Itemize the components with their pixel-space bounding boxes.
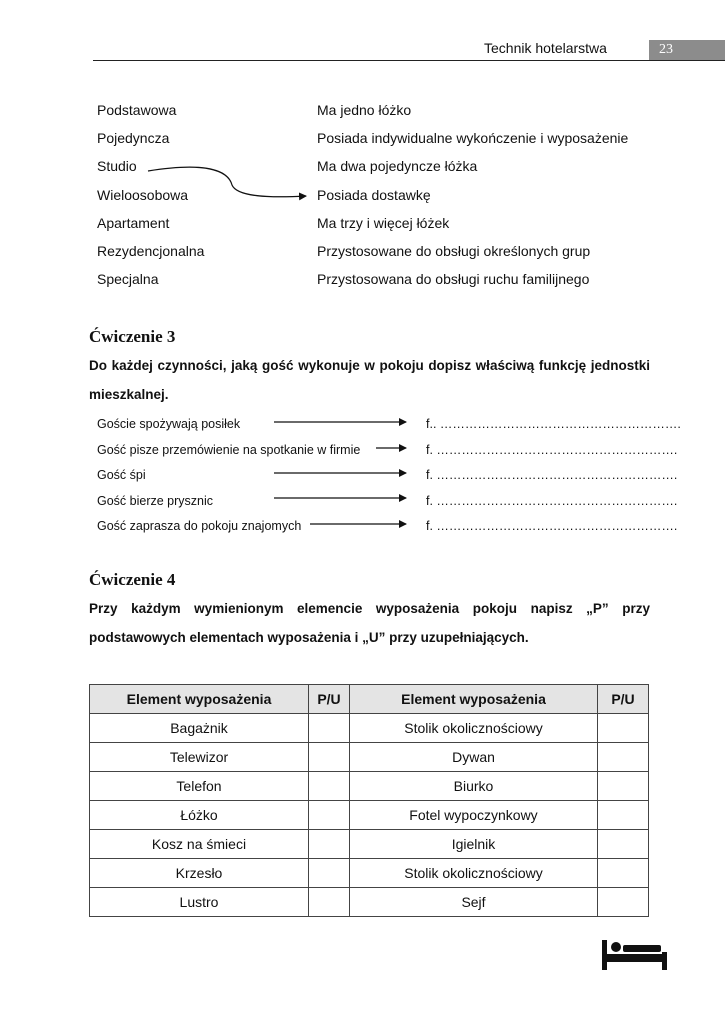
table-row bbox=[90, 801, 649, 830]
exercise-3-heading: Ćwiczenie 3 bbox=[89, 327, 176, 346]
matching-left-item: Podstawowa bbox=[97, 102, 177, 118]
table-row bbox=[90, 830, 649, 859]
column-header: Element wyposażenia bbox=[90, 685, 309, 714]
matching-left-item: Specjalna bbox=[97, 271, 159, 288]
matching-left-item: Wieloosobowa bbox=[97, 186, 189, 203]
matching-right-item: Posiada dostawkę bbox=[317, 186, 431, 203]
matching-right-item: Posiada indywidualne wykończenie i wyposażenie bbox=[317, 130, 629, 147]
exercise-4-instruction: Przy każdym wymienionym elemencie wyposażenia pokoju napisz „P” przy podstawowych elementach wyposażenia i „U” przy uzupełniających. bbox=[89, 601, 650, 645]
table-row bbox=[90, 743, 649, 772]
answer-line[interactable]: f. …………………………………………………. bbox=[426, 468, 678, 482]
answer-line[interactable]: f. …………………………………………………. bbox=[426, 519, 678, 533]
element-cell: Bagażnik bbox=[90, 714, 309, 743]
table-row bbox=[90, 714, 649, 743]
pu-cell[interactable] bbox=[598, 743, 649, 772]
table-header-row bbox=[90, 685, 649, 714]
pu-cell[interactable] bbox=[598, 888, 649, 917]
element-cell: Stolik okolicznościowy bbox=[350, 714, 598, 743]
element-cell: Kosz na śmieci bbox=[90, 830, 309, 859]
element-cell: Telewizor bbox=[90, 743, 309, 772]
element-cell: Fotel wypoczynkowy bbox=[350, 801, 598, 830]
matching-right-item: Ma dwa pojedyncze łóżka bbox=[317, 158, 478, 175]
answer-line[interactable]: f. …………………………………………………. bbox=[426, 442, 678, 457]
matching-right-item: Przystosowane do obsługi określonych grup bbox=[317, 243, 591, 260]
matching-left-item: Pojedyncza bbox=[97, 130, 170, 147]
pu-cell[interactable] bbox=[309, 888, 350, 917]
table-row bbox=[90, 888, 649, 917]
matching-right-item: Ma trzy i więcej łóżek bbox=[317, 214, 450, 231]
activities-list bbox=[97, 412, 360, 540]
answer-line[interactable]: f. …………………………………………………. bbox=[426, 493, 678, 508]
pu-cell[interactable] bbox=[598, 772, 649, 801]
column-header: P/U bbox=[309, 685, 350, 714]
matching-right-item: Ma jedno łóżko bbox=[317, 102, 412, 118]
pu-cell[interactable] bbox=[598, 859, 649, 888]
header-title: Technik hotelarstwa bbox=[484, 40, 607, 56]
pu-cell[interactable] bbox=[309, 801, 350, 830]
matching-right-item: Przystosowana do obsługi ruchu familijnego bbox=[317, 271, 590, 288]
exercise-4-heading: Ćwiczenie 4 bbox=[89, 570, 176, 589]
bed-icon bbox=[600, 938, 670, 974]
element-cell: Telefon bbox=[90, 772, 309, 801]
pu-cell[interactable] bbox=[309, 830, 350, 859]
element-cell: Dywan bbox=[350, 743, 598, 772]
answer-line[interactable]: f.. …………………………………………………. bbox=[426, 417, 681, 431]
pu-cell[interactable] bbox=[598, 830, 649, 859]
element-cell: Krzesło bbox=[90, 859, 309, 888]
element-cell: Stolik okolicznościowy bbox=[350, 859, 598, 888]
element-cell: Igielnik bbox=[350, 830, 598, 859]
column-header: Element wyposażenia bbox=[350, 685, 598, 714]
activity-item: Gość pisze przemówienie na spotkanie w firmie bbox=[97, 442, 361, 457]
page-number: 23 bbox=[649, 40, 725, 60]
pu-cell[interactable] bbox=[598, 714, 649, 743]
matching-left-item: Studio bbox=[97, 158, 137, 175]
element-cell: Lustro bbox=[90, 888, 309, 917]
exercise-3-instruction: Do każdej czynności, jaką gość wykonuje w pokoju dopisz właściwą funkcję jednostki mieszkalnej. bbox=[89, 358, 650, 402]
activity-item: Gość śpi bbox=[97, 468, 146, 482]
pu-cell[interactable] bbox=[309, 772, 350, 801]
activity-item: Gość bierze prysznic bbox=[97, 493, 214, 508]
pu-cell[interactable] bbox=[309, 859, 350, 888]
activity-item: Gość zaprasza do pokoju znajomych bbox=[97, 519, 302, 533]
pu-cell[interactable] bbox=[598, 801, 649, 830]
equipment-table bbox=[89, 684, 649, 917]
pu-cell[interactable] bbox=[309, 714, 350, 743]
table-row bbox=[90, 772, 649, 801]
matching-left-item: Rezydencjonalna bbox=[97, 243, 205, 260]
element-cell: Łóżko bbox=[90, 801, 309, 830]
matching-left-item: Apartament bbox=[97, 214, 170, 231]
answers-list bbox=[426, 412, 681, 540]
activity-item: Goście spożywają posiłek bbox=[97, 417, 241, 431]
table-row bbox=[90, 859, 649, 888]
pu-cell[interactable] bbox=[309, 743, 350, 772]
element-cell: Sejf bbox=[350, 888, 598, 917]
element-cell: Biurko bbox=[350, 772, 598, 801]
column-header: P/U bbox=[598, 685, 649, 714]
example-match-arrow bbox=[148, 167, 306, 197]
